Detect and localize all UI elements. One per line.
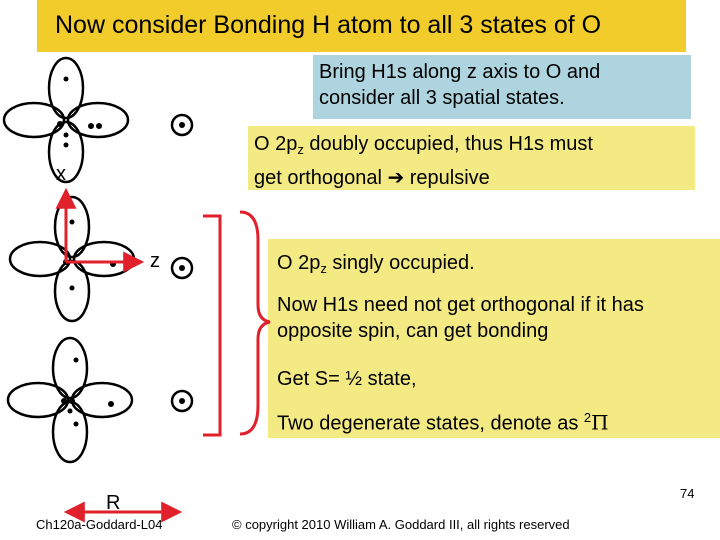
repulsive-text: repulsive [404,167,490,189]
orthogonal-text: get orthogonal [254,167,388,189]
x-axis-label: x [56,163,66,185]
pz-subscript: z [297,142,304,157]
degenerate-prefix: Two degenerate states, denote as [277,412,584,435]
hydrogen-1s-row2 [172,258,192,278]
note-bring-h1s-line1: Bring H1s along z axis to O and [319,61,601,83]
slide-title: Now consider Bonding H atom to all 3 states of O [55,11,602,39]
singly-prefix: O 2p [277,252,321,274]
curly-brace [240,212,270,434]
footer-course-id: Ch120a-Goddard-L04 [36,517,163,532]
separation-r-label: R [106,492,121,514]
hydrogen-1s-row3 [172,391,192,411]
pz-prefix: O 2p [254,133,298,155]
oxygen-orbitals-row2 [10,197,134,321]
hydrogen-1s-row1 [172,115,192,135]
doubly-occupied-text: doubly occupied, thus H1s must [303,133,593,155]
z-axis-label: z [150,250,160,272]
spin-state-text: Get S= ½ state, [277,368,417,390]
singly-subscript: z [320,261,327,276]
grouping-bracket [203,216,220,435]
right-arrow-icon: ➔ [387,167,405,189]
note-bring-h1s-line2: consider all 3 spatial states. [319,87,565,109]
bonding-line1: Now H1s need not get orthogonal if it has [277,294,644,316]
degenerate-superscript: 2 [583,410,592,425]
page-number: 74 [680,486,695,501]
footer-copyright: © copyright 2010 William A. Goddard III, all rights reserved [232,517,570,532]
pi-symbol: Π [591,410,609,435]
bonding-line2: opposite spin, can get bonding [277,320,549,342]
singly-suffix: singly occupied. [326,252,475,274]
